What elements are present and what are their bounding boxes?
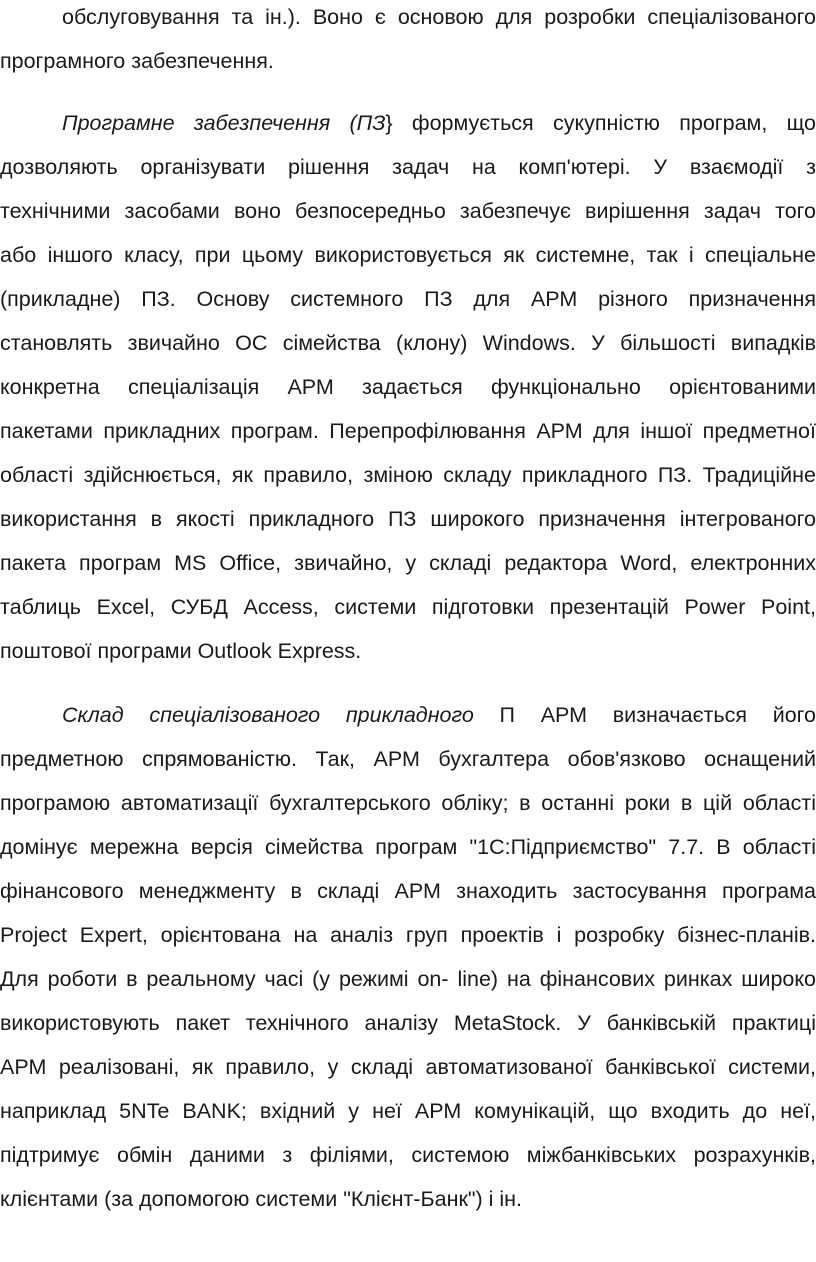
text-line: дозволяють організувати рішення задач на комп'ютері. У взаємодії з bbox=[0, 155, 816, 179]
text-line: АРМ реалізовані, як правило, у складі автоматизованої банківської системи, bbox=[0, 1055, 816, 1079]
text-line: конкретна спеціалізація АРМ задається функціонально орієнтованими bbox=[0, 375, 816, 399]
text-line: Project Expert, орієнтована на аналіз груп проектів і розробку бізнес-планів. bbox=[0, 923, 816, 947]
text-line: таблиць Excel, СУБД Access, системи підготовки презентацій Power Point, bbox=[0, 595, 816, 619]
text-line bbox=[0, 700, 816, 730]
text-line bbox=[0, 108, 816, 138]
text-line: пакетами прикладних програм. Перепрофілювання АРМ для іншої предметної bbox=[0, 419, 816, 443]
text-line: використання в якості прикладного ПЗ широкого призначення інтегрованого bbox=[0, 507, 816, 531]
text-line: домінує мережна версія сімейства програм "1С:Підприємство" 7.7. В області bbox=[0, 835, 816, 859]
text-line: предметною спрямованістю. Так, АРМ бухгалтера обов'язково оснащений bbox=[0, 747, 816, 771]
text-line: фінансового менеджменту в складі АРМ знаходить застосування програма bbox=[0, 879, 816, 903]
text-line: Для роботи в реальному часі (у режимі on- line) на фінансових ринках широко bbox=[0, 967, 816, 991]
text-line: програмного забезпечення. bbox=[0, 49, 274, 73]
text-line: наприклад 5NTe BANK; вхідний у неї АРМ комунікацій, що входить до неї, bbox=[0, 1099, 816, 1123]
text-line: програмою автоматизації бухгалтерського обліку; в останні роки в цій області bbox=[0, 791, 816, 815]
text-line: (прикладне) ПЗ. Основу системного ПЗ для АРМ різного призначення bbox=[0, 287, 816, 311]
text-run: П АРМ визначається його bbox=[473, 703, 816, 727]
text-run: } формується сукупністю програм, що bbox=[385, 111, 816, 135]
text-line: обслуговування та ін.). Воно є основою для розробки спеціалізованого bbox=[62, 5, 816, 29]
text-line: клієнтами (за допомогою системи "Клієнт-Банк") і ін. bbox=[0, 1187, 523, 1211]
italic-term: Склад спеціалізованого прикладного bbox=[62, 703, 474, 727]
italic-term: Програмне забезпечення (ПЗ bbox=[62, 111, 386, 135]
text-line: поштової програми Outlook Express. bbox=[0, 639, 362, 663]
text-line: або іншого класу, при цьому використовується як системне, так і спеціальне bbox=[0, 243, 816, 267]
text-line: пакета програм MS Office, звичайно, у складі редактора Word, електронних bbox=[0, 551, 816, 575]
text-line: підтримує обмін даними з філіями, системою міжбанківських розрахунків, bbox=[0, 1143, 816, 1167]
text-line: використовують пакет технічного аналізу MetaStock. У банківській практиці bbox=[0, 1011, 816, 1035]
text-line: становлять звичайно ОС сімейства (клону) Windows. У більшості випадків bbox=[0, 331, 816, 355]
text-line: області здійснюється, як правило, зміною складу прикладного ПЗ. Традиційне bbox=[0, 463, 816, 487]
text-line: технічними засобами воно безпосередньо забезпечує вирішення задач того bbox=[0, 199, 816, 223]
